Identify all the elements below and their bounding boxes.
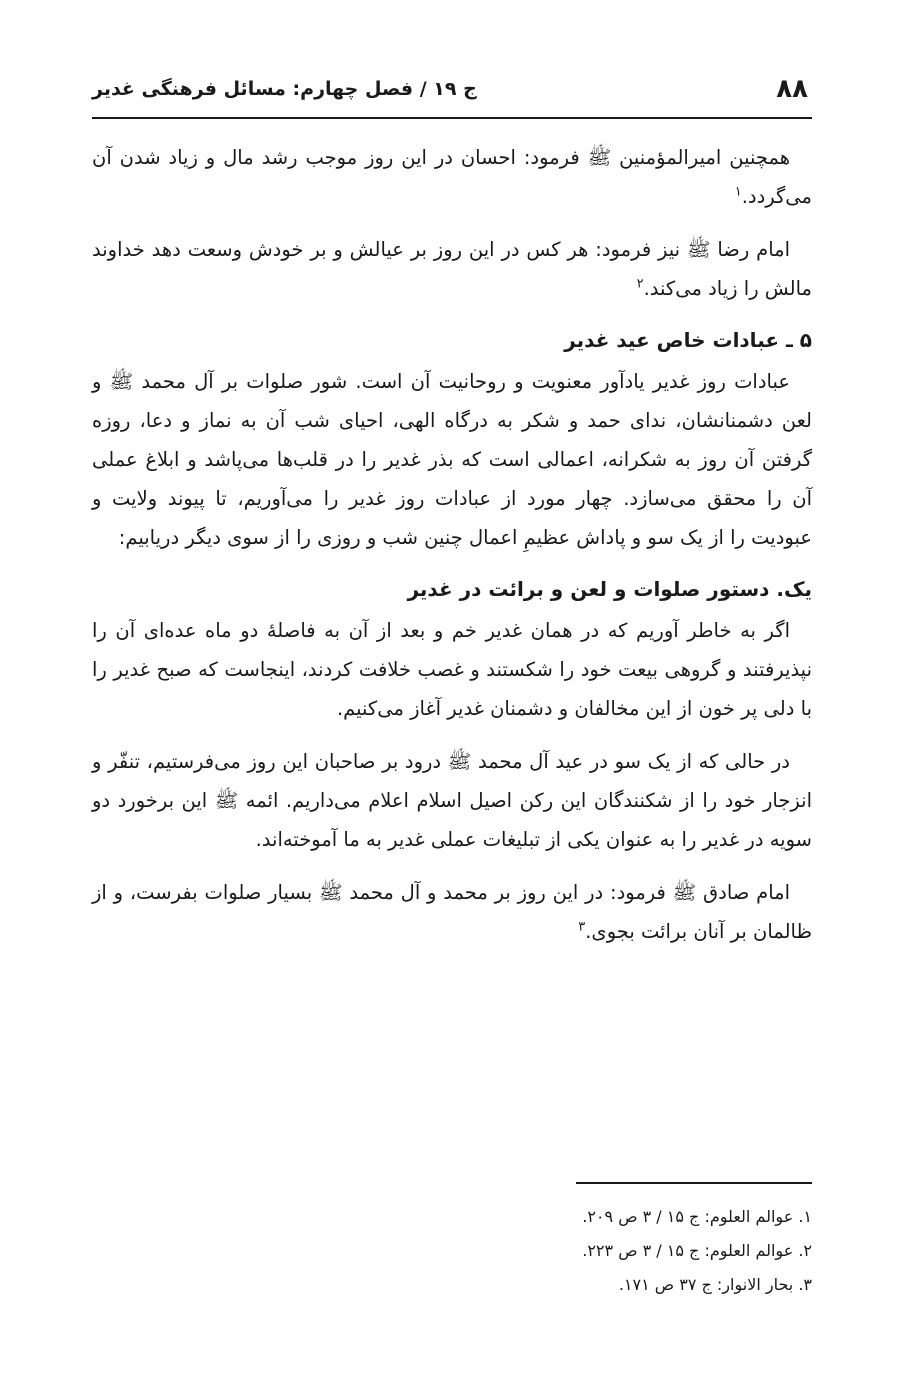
paragraph-3: عبادات روز غدیر یادآور معنویت و روحانیت آن است. شور صلوات بر آل محمد ﷺ و لعن دشمنانشان، ندای حمد و شکر به درگاه الهی، احیای شب آن به نماز و دعا، روزه گرفتن آن روز به شکرانه، اعمالی است که بذر غدیر را در قلب‌ها می‌پاشد و ابلاغ عملی آن را محقق می‌سازد. چهار مورد از عبادات روز غدیر را می‌آوریم، تا پیوند ولایت و عبودیت را از یک سو و پاداش عظیمِ اعمال چنین شب و روزی را از سوی دیگر دریابیم: bbox=[92, 370, 812, 549]
paragraph-6-text: امام صادق ﷺ فرمود: در این روز بر محمد و آل محمد ﷺ بسیار صلوات بفرست، و از ظالمان بر آنان برائت بجوی. bbox=[92, 881, 812, 943]
footnote-ref-1: ۱ bbox=[734, 184, 742, 200]
paragraph-6 bbox=[92, 873, 812, 951]
section-heading: ۵ ـ عبادات خاص عید غدیر bbox=[564, 328, 812, 352]
page-header bbox=[92, 72, 812, 112]
footnote-divider bbox=[576, 1182, 812, 1184]
paragraph-5: در حالی که از یک سو در عید آل محمد ﷺ درود بر صاحبان این روز می‌فرستیم، تنفّر و انزجار خود را از شکنندگان این رکن اصیل اسلام اعلام می‌داریم. ائمه ﷺ این برخورد دو سویه در غدیر را به عنوان یکی از تبلیغات عملی غدیر به ما آموخته‌اند. bbox=[92, 750, 812, 851]
footnote-2: ۲. عوالم العلوم: ج ۱۵ / ۳ ص ۲۲۳. bbox=[582, 1241, 812, 1260]
running-title: ج ۱۹ / فصل چهارم: مسائل فرهنگی غدیر bbox=[92, 78, 477, 100]
paragraph-2 bbox=[92, 230, 812, 308]
header-divider bbox=[92, 117, 812, 119]
paragraph-4: اگر به خاطر آوریم که در همان غدیر خم و بعد از آن به فاصلهٔ دو ماه عده‌ای آن را نپذیرفتند و گروهی بیعت خود را شکستند و غصب خلافت کردند، اینجاست که صبح غدیر را با دلی پر خون از این مخالفان و دشمنان غدیر آغاز می‌کنیم. bbox=[92, 619, 812, 720]
subsection-heading: یک. دستور صلوات و لعن و برائت در غدیر bbox=[407, 577, 812, 601]
paragraph-2-text: امام رضا ﷺ نیز فرمود: هر کس در این روز بر عیالش و بر خودش وسعت دهد خداوند مالش را زیاد می‌کند. bbox=[92, 238, 812, 300]
footnote-ref-2: ۲ bbox=[636, 276, 644, 292]
paragraph-1-text: همچنین امیرالمؤمنین ﷺ فرمود: احسان در این روز موجب رشد مال و زیاد شدن آن می‌گردد. bbox=[92, 146, 812, 208]
page-body bbox=[92, 138, 812, 965]
footnote-1: ۱. عوالم العلوم: ج ۱۵ / ۳ ص ۲۰۹. bbox=[582, 1207, 812, 1226]
page-number: ۸۸ bbox=[776, 74, 808, 104]
paragraph-1 bbox=[92, 138, 812, 216]
footnotes bbox=[92, 1200, 812, 1302]
footnote-ref-3: ۳ bbox=[578, 919, 586, 935]
footnote-3: ۳. بحار الانوار: ج ۳۷ ص ۱۷۱. bbox=[618, 1275, 812, 1294]
